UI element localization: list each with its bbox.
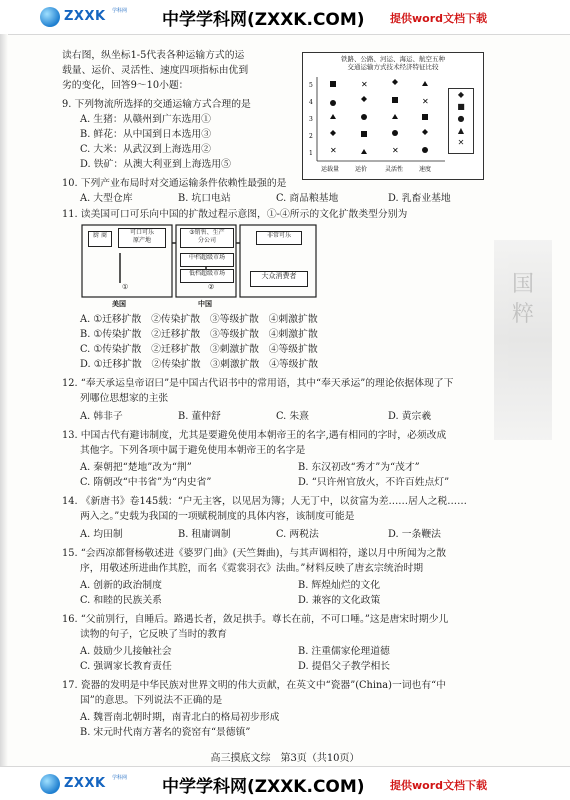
question-16-option-a[interactable]: A. 鼓励少儿接触社会 [80, 646, 172, 657]
question-14-option-c[interactable]: C. 两税法 [276, 529, 319, 540]
label-num-2: ② [208, 283, 215, 291]
marker-triangle [392, 114, 398, 119]
question-17-option-b[interactable]: B. 宋元时代南方著名的瓷窑有“景德镇” [80, 727, 251, 738]
page-footer: 高三摸底文综 第3页（共10页） [210, 753, 360, 764]
marker-triangle [422, 81, 428, 86]
marker-circle [361, 114, 367, 120]
diffusion-diagram [80, 223, 320, 311]
question-13-stem: 13. 中国古代有避讳制度，尤其是要避免使用本朝帝王的名字,遇有相同的字时，必须改成 [62, 430, 447, 441]
question-13-option-d[interactable]: D. “只许州官放火，不许百姓点灯” [298, 477, 450, 488]
question-10-option-b[interactable]: B. 坑口电站 [178, 193, 231, 204]
question-10-option-c[interactable]: C. 商品粮基地 [276, 193, 339, 204]
word-download-link[interactable]: 提供word文档下载 [390, 12, 488, 25]
question-14-option-b[interactable]: B. 租庸调制 [178, 529, 231, 540]
question-14-stem: 14. 《新唐书》卷145载：“户无主客，以见居为簿；人无丁中，以贫富为差……居人之税…… [62, 496, 467, 507]
question-12-option-b[interactable]: B. 董仲舒 [178, 411, 221, 422]
question-9-option-d[interactable]: D. 铁矿：从澳大利亚到上海选用⑤ [80, 159, 231, 170]
x-label-speed: 速度 [419, 166, 432, 173]
question-9-option-a[interactable]: A. 生猪：从赣州到广东选用① [80, 114, 211, 125]
box-cook: 厨 商 [88, 231, 112, 247]
question-16-option-d[interactable]: D. 提倡父子教学相长 [298, 661, 391, 672]
question-11-option-c[interactable]: C. ①传染扩散 ②迁移扩散 ③刺激扩散 ④等级扩散 [80, 344, 318, 355]
y-tick-2: 2 [309, 133, 313, 140]
box-mid-market: 中档超级市场 [180, 253, 234, 267]
banner-title: 中学学科网(ZXXK.COM) [162, 777, 365, 797]
x-label-capacity: 运载量 [321, 166, 340, 173]
logo-text: ZXXK [64, 9, 106, 24]
y-tick-4: 4 [309, 99, 313, 106]
question-16-stem: 16. “父前別行，自睡后。路遇长者，敛足拱手。尊长在前，不可口唾。”这是唐宋时期少儿 [62, 614, 449, 625]
logo-subtext: 学科网 [112, 8, 128, 14]
legend-mark-1: ◆ [457, 90, 465, 99]
question-11-option-a[interactable]: A. ①迁移扩散 ②传染扩散 ③等级扩散 ④刺激扩散 [80, 314, 318, 325]
logo-text: ZXXK [64, 776, 106, 791]
question-13-option-c[interactable]: C. 隋朝改“中书省”为“内史省” [80, 477, 212, 488]
question-15-option-a[interactable]: A. 创新的政治制度 [80, 580, 162, 591]
logo-subtext: 学科网 [112, 775, 128, 781]
question-17-stem-2: 国”的意思。下列说法不正确的是 [80, 695, 223, 706]
question-12-stem-2: 列哪位思想家的主张 [80, 393, 169, 404]
chart-title-line-2: 交通运输方式技术经济特征比较 [347, 63, 439, 71]
banner-title: 中学学科网(ZXXK.COM) [162, 10, 365, 30]
question-13-option-b[interactable]: B. 东汉初改“秀才”为“茂才” [298, 462, 420, 473]
question-12-option-d[interactable]: D. 黄宗羲 [388, 411, 432, 422]
marker-circle [330, 100, 336, 106]
intro-line-3: 劣的变化，回答9～10小题： [62, 80, 189, 91]
legend-mark-2: ■ [457, 102, 465, 111]
chart-legend [448, 88, 474, 154]
question-13-stem-2: 其他字。下列各项中属于避免使用本朝帝王的名字是 [80, 445, 306, 456]
question-14-option-a[interactable]: A. 均田制 [80, 529, 123, 540]
y-tick-1: 1 [309, 150, 313, 157]
globe-icon [40, 774, 60, 794]
site-logo[interactable] [40, 7, 138, 27]
bottom-banner [0, 766, 570, 800]
marker-circle [422, 147, 428, 153]
question-16-option-c[interactable]: C. 强调家长教育责任 [80, 661, 172, 672]
marker-triangle [330, 114, 336, 119]
marker-cross: ✕ [422, 97, 429, 106]
question-15-option-d[interactable]: D. 兼容的文化政策 [298, 595, 381, 606]
stamp-text: 国粹 [511, 272, 534, 327]
question-13-option-a[interactable]: A. 秦朝把“楚地”改为“荆” [80, 462, 192, 473]
chart-title-line-1: 铁路、公路、河运、海运、航空五种 [341, 55, 445, 63]
marker-diamond [392, 79, 398, 85]
question-15-stem-2: 序，用敬述所进曲作其腔，而名《霓裳羽衣》法曲。”材料反映了唐玄宗统治时期 [80, 563, 423, 574]
question-11-option-b[interactable]: B. ①传染扩散 ②迁移扩散 ③等级扩散 ④刺激扩散 [80, 329, 318, 340]
question-14-stem-2: 两入之。”史载为我国的一项赋税制度的具体内容，该制度可能是 [80, 511, 355, 522]
marker-square [330, 81, 336, 87]
x-label-flexibility: 灵活性 [385, 166, 404, 173]
question-12-option-c[interactable]: C. 朱熹 [276, 411, 309, 422]
box-feichang-cola: 非常可乐 [256, 231, 302, 245]
question-9-option-c[interactable]: C. 大米：从武汉到上海选用② [80, 144, 211, 155]
intro-line-2: 载量、运价、灵活性、速度四项指标由优到 [62, 65, 249, 76]
top-banner [0, 0, 570, 35]
marker-diamond [330, 130, 336, 136]
label-num-1: ① [122, 283, 129, 291]
word-download-link[interactable]: 提供word文档下载 [390, 779, 488, 792]
question-12-stem: 12. “奉天承运皇帝诏曰”是中国古代诏书中的常用语，其中“奉天承运”的理论依据体现了下 [62, 378, 454, 389]
box-sales: ③销售、生产 分公司 [180, 228, 234, 248]
question-15-stem: 15. “会西凉都督杨敬述进《婆罗门曲》(天竺舞曲)，与其声调相符，遂以月中所闻为之散 [62, 548, 447, 559]
question-16-stem-2: 读物的句子，它反映了当时的教育 [80, 629, 227, 640]
globe-icon [40, 7, 60, 27]
marker-square [361, 131, 367, 137]
question-9-stem: 9. 下列物流所选择的交通运输方式合理的是 [62, 99, 251, 110]
question-11-option-d[interactable]: D. ①迁移扩散 ②传染扩散 ③刺激扩散 ④等级扩散 [80, 359, 319, 370]
question-10-stem: 10. 下列产业布局时对交通运输条件依赖性最强的是 [62, 178, 287, 189]
marker-diamond [361, 96, 367, 102]
marker-cross: ✕ [392, 146, 399, 155]
question-10-option-d[interactable]: D. 乳畜业基地 [388, 193, 451, 204]
label-china: 中国 [198, 299, 212, 308]
question-16-option-b[interactable]: B. 注重儒家伦理道德 [298, 646, 390, 657]
marker-square [392, 97, 398, 103]
label-usa: 美国 [112, 299, 126, 308]
marker-square [422, 114, 428, 120]
question-10-option-a[interactable]: A. 大型仓库 [80, 193, 133, 204]
y-tick-3: 3 [309, 116, 313, 123]
marker-triangle [361, 149, 367, 154]
question-12-option-a[interactable]: A. 韩非子 [80, 411, 123, 422]
marker-circle [392, 130, 398, 136]
question-11-stem: 11. 读美国可口可乐向中国的扩散过程示意图，①-④所示的文化扩散类型分别为 [62, 209, 408, 220]
question-15-option-b[interactable]: B. 辉煌灿烂的文化 [298, 580, 381, 591]
marker-cross: ✕ [361, 80, 368, 89]
question-17-stem: 17. 瓷器的发明是中华民族对世界文明的伟大贡献，在英文中“瓷器”(China)一词也有“中 [62, 680, 446, 691]
question-14-option-d[interactable]: D. 一条鞭法 [388, 529, 441, 540]
legend-mark-5: ✕ [457, 138, 465, 147]
box-origin: 可口可乐 原产地 [118, 228, 166, 248]
box-mass-consumers: 大众消费者 [250, 271, 308, 287]
question-17-option-a[interactable]: A. 魏晋南北朝时期，南青北白的格局初步形成 [80, 712, 280, 723]
side-stamp-image [494, 240, 552, 440]
marker-cross: ✕ [330, 146, 337, 155]
y-tick-5: 5 [309, 82, 313, 89]
intro-line-1: 读右图，纵坐标1-5代表各种运输方式的运 [62, 50, 245, 61]
legend-mark-3: ● [457, 114, 465, 123]
page-shadow [0, 34, 8, 766]
question-9-option-b[interactable]: B. 鲜花：从中国到日本选用③ [80, 129, 211, 140]
box-low-market: 低档超级市场 [180, 269, 234, 283]
site-logo[interactable] [40, 774, 138, 794]
legend-mark-4: ▲ [457, 126, 465, 135]
x-label-price: 运价 [355, 166, 368, 173]
question-15-option-c[interactable]: C. 和睦的民族关系 [80, 595, 162, 606]
marker-diamond [422, 129, 428, 135]
